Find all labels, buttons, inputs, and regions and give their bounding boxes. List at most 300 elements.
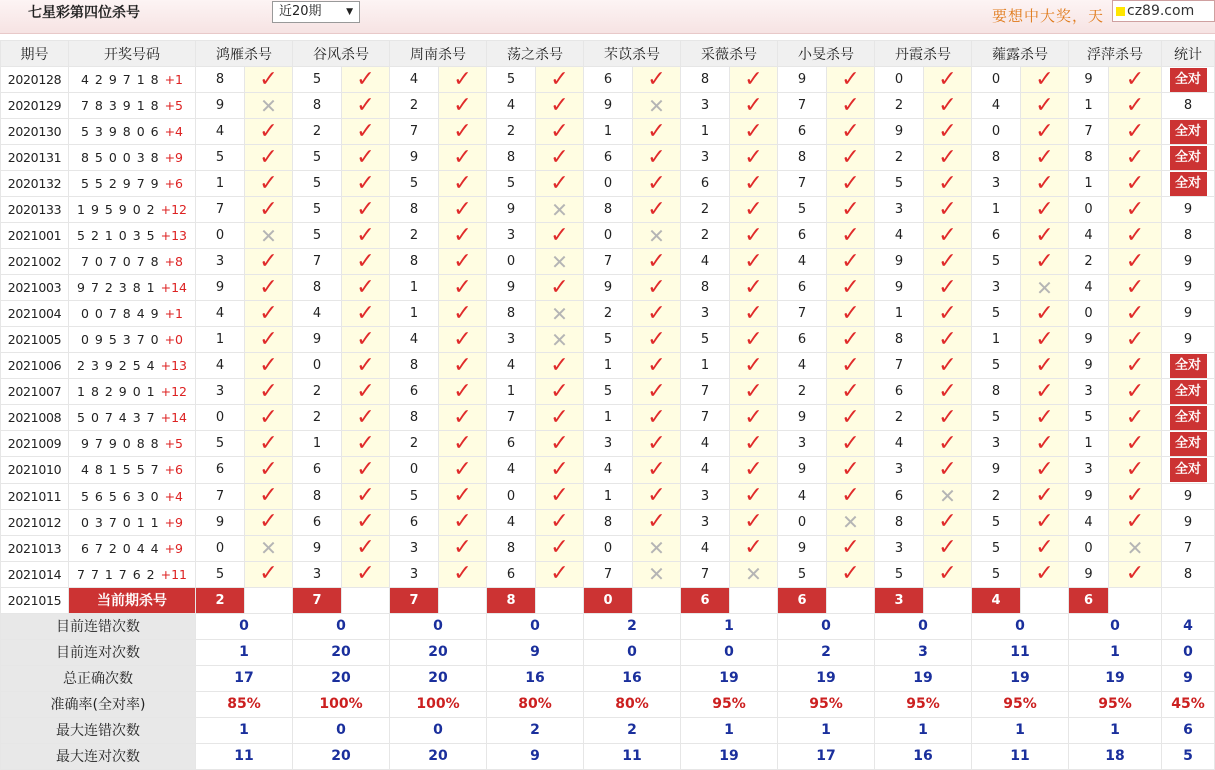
summary-value: 2 — [584, 613, 681, 639]
kill-number: 4 — [972, 93, 1021, 119]
table-row — [1, 457, 1215, 483]
summary-row — [1, 613, 1215, 639]
issue-number: 2020129 — [1, 93, 69, 119]
kill-number: 6 — [778, 223, 827, 249]
summary-label: 目前连对次数 — [1, 639, 196, 665]
summary-row — [1, 665, 1215, 691]
kill-number: 8 — [196, 67, 245, 93]
check-icon: ✓ — [245, 327, 293, 353]
check-icon: ✓ — [730, 509, 778, 535]
kill-number: 9 — [1069, 327, 1109, 353]
check-icon: ✓ — [439, 119, 487, 145]
kill-number: 4 — [778, 249, 827, 275]
empty-cell — [633, 587, 681, 613]
check-icon: ✓ — [924, 197, 972, 223]
kill-number: 5 — [293, 145, 342, 171]
table-row — [1, 353, 1215, 379]
kill-number: 1 — [487, 379, 536, 405]
draw-extra-number: +9 — [164, 540, 183, 556]
summary-value: 1 — [1069, 717, 1162, 743]
empty-cell — [827, 587, 875, 613]
summary-value: 1 — [681, 613, 778, 639]
check-icon: ✓ — [536, 483, 584, 509]
summary-value: 19 — [1069, 665, 1162, 691]
table-row — [1, 275, 1215, 301]
current-kill-number: 7 — [293, 587, 342, 613]
kill-number: 4 — [196, 353, 245, 379]
draw-numbers — [69, 535, 196, 561]
draw-main-numbers: 1 9 5 9 0 2 — [77, 202, 156, 218]
current-kill-number: 0 — [584, 587, 633, 613]
check-icon: ✓ — [1109, 67, 1162, 93]
kill-number: 5 — [196, 145, 245, 171]
check-icon: ✓ — [439, 535, 487, 561]
kill-number: 3 — [972, 275, 1021, 301]
kill-number: 5 — [293, 223, 342, 249]
summary-value: 11 — [584, 743, 681, 769]
check-icon: ✓ — [730, 67, 778, 93]
kill-number: 4 — [681, 535, 730, 561]
cross-icon: ✕ — [536, 327, 584, 353]
summary-value: 19 — [778, 665, 875, 691]
kill-number: 7 — [681, 561, 730, 587]
table-header-row — [1, 41, 1215, 67]
kill-number: 9 — [1069, 561, 1109, 587]
kill-number: 3 — [584, 431, 633, 457]
kill-number-table — [0, 40, 1215, 770]
kill-number: 4 — [196, 301, 245, 327]
kill-number: 3 — [1069, 379, 1109, 405]
issue-number: 2020130 — [1, 119, 69, 145]
check-icon: ✓ — [730, 119, 778, 145]
kill-number: 9 — [390, 145, 439, 171]
cross-icon: ✕ — [730, 561, 778, 587]
table-row — [1, 93, 1215, 119]
check-icon: ✓ — [730, 223, 778, 249]
check-icon: ✓ — [439, 431, 487, 457]
check-icon: ✓ — [924, 119, 972, 145]
check-icon: ✓ — [245, 67, 293, 93]
summary-label: 最大连对次数 — [1, 743, 196, 769]
kill-number: 4 — [487, 509, 536, 535]
table-row — [1, 535, 1215, 561]
draw-numbers — [69, 223, 196, 249]
check-icon: ✓ — [439, 353, 487, 379]
kill-number: 9 — [487, 275, 536, 301]
table-row — [1, 431, 1215, 457]
table-row — [1, 197, 1215, 223]
draw-extra-number: +6 — [164, 176, 183, 192]
kill-number: 9 — [875, 249, 924, 275]
kill-number: 0 — [196, 223, 245, 249]
kill-number: 5 — [972, 535, 1021, 561]
check-icon: ✓ — [342, 379, 390, 405]
check-icon: ✓ — [827, 301, 875, 327]
check-icon: ✓ — [536, 561, 584, 587]
kill-number: 3 — [875, 535, 924, 561]
kill-number: 3 — [875, 457, 924, 483]
issue-number: 2021013 — [1, 535, 69, 561]
kill-number: 2 — [487, 119, 536, 145]
check-icon: ✓ — [924, 327, 972, 353]
check-icon: ✓ — [633, 457, 681, 483]
kill-number: 0 — [196, 405, 245, 431]
draw-main-numbers: 5 2 1 0 3 5 — [77, 228, 156, 244]
stat-cell: 9 — [1162, 327, 1215, 353]
current-kill-number: 2 — [196, 587, 245, 613]
check-icon: ✓ — [439, 509, 487, 535]
check-icon: ✓ — [730, 93, 778, 119]
check-icon: ✓ — [1109, 171, 1162, 197]
check-icon: ✓ — [1109, 249, 1162, 275]
draw-extra-number: +11 — [160, 566, 187, 582]
kill-number: 8 — [487, 145, 536, 171]
kill-number: 9 — [487, 197, 536, 223]
check-icon: ✓ — [827, 223, 875, 249]
check-icon: ✓ — [633, 483, 681, 509]
summary-value: 2 — [778, 639, 875, 665]
cross-icon: ✕ — [633, 93, 681, 119]
kill-number: 9 — [778, 67, 827, 93]
all-correct-badge: 全对 — [1170, 458, 1207, 482]
summary-value: 0 — [875, 613, 972, 639]
check-icon: ✓ — [827, 457, 875, 483]
kill-number: 1 — [875, 301, 924, 327]
kill-number: 8 — [875, 327, 924, 353]
period-select[interactable] — [272, 1, 360, 23]
table-row — [1, 327, 1215, 353]
summary-value: 16 — [584, 665, 681, 691]
draw-numbers — [69, 93, 196, 119]
summary-value: 80% — [487, 691, 584, 717]
check-icon: ✓ — [924, 509, 972, 535]
empty-cell — [924, 587, 972, 613]
empty-cell — [342, 587, 390, 613]
kill-number: 3 — [681, 483, 730, 509]
table-row — [1, 561, 1215, 587]
kill-number: 4 — [1069, 509, 1109, 535]
kill-number: 8 — [390, 197, 439, 223]
stat-cell: 8 — [1162, 223, 1215, 249]
issue-number: 2020131 — [1, 145, 69, 171]
cross-icon: ✕ — [536, 249, 584, 275]
kill-number: 8 — [1069, 145, 1109, 171]
check-icon: ✓ — [439, 275, 487, 301]
check-icon: ✓ — [1021, 327, 1069, 353]
summary-value: 0 — [487, 613, 584, 639]
check-icon: ✓ — [924, 379, 972, 405]
stat-cell: 9 — [1162, 483, 1215, 509]
check-icon: ✓ — [536, 119, 584, 145]
current-kill-number: 8 — [487, 587, 536, 613]
check-icon: ✓ — [439, 223, 487, 249]
table-row — [1, 145, 1215, 171]
kill-number: 5 — [293, 197, 342, 223]
issue-number: 2020132 — [1, 171, 69, 197]
check-icon: ✓ — [924, 93, 972, 119]
kill-number: 3 — [390, 535, 439, 561]
column-header: 周南杀号 — [390, 41, 487, 67]
check-icon: ✓ — [342, 561, 390, 587]
check-icon: ✓ — [1021, 457, 1069, 483]
kill-number: 5 — [972, 561, 1021, 587]
check-icon: ✓ — [1109, 353, 1162, 379]
check-icon: ✓ — [536, 431, 584, 457]
kill-number: 1 — [584, 483, 633, 509]
draw-extra-number: +8 — [164, 254, 183, 270]
draw-numbers — [69, 405, 196, 431]
kill-number: 7 — [487, 405, 536, 431]
check-icon: ✓ — [536, 535, 584, 561]
kill-number: 5 — [681, 327, 730, 353]
dropdown-arrow-icon: ▼ — [346, 7, 353, 17]
check-icon: ✓ — [633, 275, 681, 301]
kill-number: 4 — [681, 249, 730, 275]
kill-number: 1 — [972, 327, 1021, 353]
stat-cell — [1162, 119, 1215, 145]
table-row — [1, 379, 1215, 405]
kill-number: 2 — [875, 145, 924, 171]
summary-value: 11 — [196, 743, 293, 769]
kill-number: 4 — [1069, 275, 1109, 301]
draw-main-numbers: 7 8 3 9 1 8 — [80, 98, 160, 114]
check-icon: ✓ — [730, 353, 778, 379]
cross-icon: ✕ — [536, 301, 584, 327]
summary-row — [1, 639, 1215, 665]
check-icon: ✓ — [245, 431, 293, 457]
kill-number: 7 — [778, 93, 827, 119]
kill-number: 0 — [1069, 301, 1109, 327]
kill-number: 9 — [293, 535, 342, 561]
draw-numbers — [69, 483, 196, 509]
kill-number: 5 — [972, 301, 1021, 327]
summary-value: 18 — [1069, 743, 1162, 769]
page-title: 七星彩第四位杀号 — [28, 5, 140, 21]
summary-value: 95% — [778, 691, 875, 717]
top-bar — [0, 0, 1215, 34]
summary-total: 6 — [1162, 717, 1215, 743]
check-icon: ✓ — [1021, 197, 1069, 223]
all-correct-badge: 全对 — [1170, 172, 1207, 196]
kill-number: 1 — [1069, 93, 1109, 119]
kill-number: 8 — [390, 405, 439, 431]
summary-value: 20 — [390, 639, 487, 665]
kill-number: 1 — [1069, 431, 1109, 457]
check-icon: ✓ — [924, 249, 972, 275]
kill-number: 0 — [293, 353, 342, 379]
check-icon: ✓ — [342, 67, 390, 93]
table-row — [1, 249, 1215, 275]
kill-number: 3 — [875, 197, 924, 223]
kill-number: 6 — [390, 509, 439, 535]
check-icon: ✓ — [924, 431, 972, 457]
check-icon: ✓ — [827, 431, 875, 457]
check-icon: ✓ — [536, 93, 584, 119]
summary-value: 95% — [1069, 691, 1162, 717]
check-icon: ✓ — [730, 249, 778, 275]
check-icon: ✓ — [730, 197, 778, 223]
all-correct-badge: 全对 — [1170, 406, 1207, 430]
site-logo[interactable] — [1112, 0, 1215, 22]
stat-cell — [1162, 431, 1215, 457]
summary-value: 1 — [681, 717, 778, 743]
kill-number: 6 — [584, 67, 633, 93]
kill-number: 4 — [487, 353, 536, 379]
draw-main-numbers: 9 7 2 3 8 1 — [77, 280, 156, 296]
check-icon: ✓ — [439, 483, 487, 509]
kill-number: 0 — [972, 67, 1021, 93]
all-correct-badge: 全对 — [1170, 120, 1207, 144]
check-icon: ✓ — [536, 509, 584, 535]
issue-number: 2021001 — [1, 223, 69, 249]
check-icon: ✓ — [827, 483, 875, 509]
kill-number: 2 — [1069, 249, 1109, 275]
kill-number: 6 — [778, 119, 827, 145]
kill-number: 0 — [196, 535, 245, 561]
kill-number: 7 — [778, 171, 827, 197]
kill-number: 8 — [487, 535, 536, 561]
draw-numbers — [69, 327, 196, 353]
kill-number: 8 — [293, 93, 342, 119]
check-icon: ✓ — [342, 145, 390, 171]
summary-value: 16 — [875, 743, 972, 769]
kill-number: 9 — [778, 457, 827, 483]
draw-extra-number: +13 — [160, 228, 187, 244]
summary-label: 准确率(全对率) — [1, 691, 196, 717]
stat-cell — [1162, 145, 1215, 171]
kill-number: 7 — [778, 301, 827, 327]
check-icon: ✓ — [633, 379, 681, 405]
kill-number: 0 — [972, 119, 1021, 145]
check-icon: ✓ — [245, 301, 293, 327]
kill-number: 9 — [778, 405, 827, 431]
check-icon: ✓ — [730, 483, 778, 509]
summary-value: 17 — [778, 743, 875, 769]
draw-extra-number: +4 — [164, 124, 183, 140]
summary-label: 总正确次数 — [1, 665, 196, 691]
kill-number: 4 — [390, 67, 439, 93]
stat-cell — [1162, 379, 1215, 405]
kill-number: 2 — [390, 93, 439, 119]
kill-number: 7 — [584, 249, 633, 275]
table-row — [1, 405, 1215, 431]
column-header: 鸿雁杀号 — [196, 41, 293, 67]
kill-number: 5 — [196, 561, 245, 587]
empty-cell — [730, 587, 778, 613]
check-icon: ✓ — [1109, 197, 1162, 223]
check-icon: ✓ — [245, 509, 293, 535]
kill-number: 9 — [196, 509, 245, 535]
kill-number: 2 — [681, 197, 730, 223]
kill-number: 0 — [584, 535, 633, 561]
table-row — [1, 301, 1215, 327]
check-icon: ✓ — [439, 457, 487, 483]
draw-numbers — [69, 249, 196, 275]
check-icon: ✓ — [245, 119, 293, 145]
summary-value: 2 — [487, 717, 584, 743]
check-icon: ✓ — [245, 145, 293, 171]
stat-cell — [1162, 171, 1215, 197]
kill-number: 3 — [681, 93, 730, 119]
check-icon: ✓ — [536, 457, 584, 483]
summary-value: 3 — [875, 639, 972, 665]
draw-main-numbers: 9 7 9 0 8 8 — [80, 436, 160, 452]
summary-row — [1, 743, 1215, 769]
summary-value: 17 — [196, 665, 293, 691]
empty-cell — [245, 587, 293, 613]
cross-icon: ✕ — [1109, 535, 1162, 561]
kill-number: 8 — [584, 197, 633, 223]
kill-number: 7 — [196, 483, 245, 509]
summary-value: 1 — [875, 717, 972, 743]
all-correct-badge: 全对 — [1170, 68, 1207, 92]
kill-number: 2 — [293, 405, 342, 431]
kill-number: 1 — [584, 119, 633, 145]
summary-row — [1, 717, 1215, 743]
stat-cell — [1162, 67, 1215, 93]
summary-value: 1 — [972, 717, 1069, 743]
kill-number: 7 — [293, 249, 342, 275]
check-icon: ✓ — [633, 327, 681, 353]
draw-extra-number: +12 — [160, 202, 187, 218]
summary-value: 19 — [972, 665, 1069, 691]
kill-number: 3 — [972, 171, 1021, 197]
slogan-text: 要想中大奖，天 — [992, 7, 1105, 25]
check-icon: ✓ — [536, 145, 584, 171]
check-icon: ✓ — [924, 275, 972, 301]
kill-number: 5 — [487, 171, 536, 197]
check-icon: ✓ — [827, 353, 875, 379]
check-icon: ✓ — [1021, 67, 1069, 93]
check-icon: ✓ — [924, 171, 972, 197]
kill-number: 2 — [390, 431, 439, 457]
check-icon: ✓ — [439, 249, 487, 275]
issue-number: 2021006 — [1, 353, 69, 379]
summary-value: 19 — [875, 665, 972, 691]
stat-cell: 7 — [1162, 535, 1215, 561]
table-row — [1, 223, 1215, 249]
check-icon: ✓ — [1021, 301, 1069, 327]
summary-value: 2 — [584, 717, 681, 743]
check-icon: ✓ — [1021, 171, 1069, 197]
check-icon: ✓ — [245, 379, 293, 405]
kill-number: 9 — [584, 275, 633, 301]
kill-number: 3 — [681, 145, 730, 171]
kill-number: 9 — [875, 119, 924, 145]
cross-icon: ✕ — [245, 535, 293, 561]
kill-number: 6 — [681, 171, 730, 197]
check-icon: ✓ — [1021, 353, 1069, 379]
check-icon: ✓ — [827, 249, 875, 275]
kill-number: 8 — [390, 353, 439, 379]
kill-number: 9 — [972, 457, 1021, 483]
draw-extra-number: +5 — [164, 98, 183, 114]
draw-extra-number: +9 — [164, 150, 183, 166]
stat-cell: 9 — [1162, 509, 1215, 535]
kill-number: 6 — [487, 561, 536, 587]
kill-number: 9 — [584, 93, 633, 119]
kill-number: 0 — [584, 171, 633, 197]
kill-number: 1 — [390, 275, 439, 301]
draw-extra-number: +12 — [160, 384, 187, 400]
check-icon: ✓ — [827, 561, 875, 587]
kill-number: 9 — [1069, 67, 1109, 93]
column-header: 芣苡杀号 — [584, 41, 681, 67]
cross-icon: ✕ — [536, 197, 584, 223]
check-icon: ✓ — [439, 197, 487, 223]
kill-number: 6 — [778, 327, 827, 353]
kill-number: 5 — [875, 561, 924, 587]
